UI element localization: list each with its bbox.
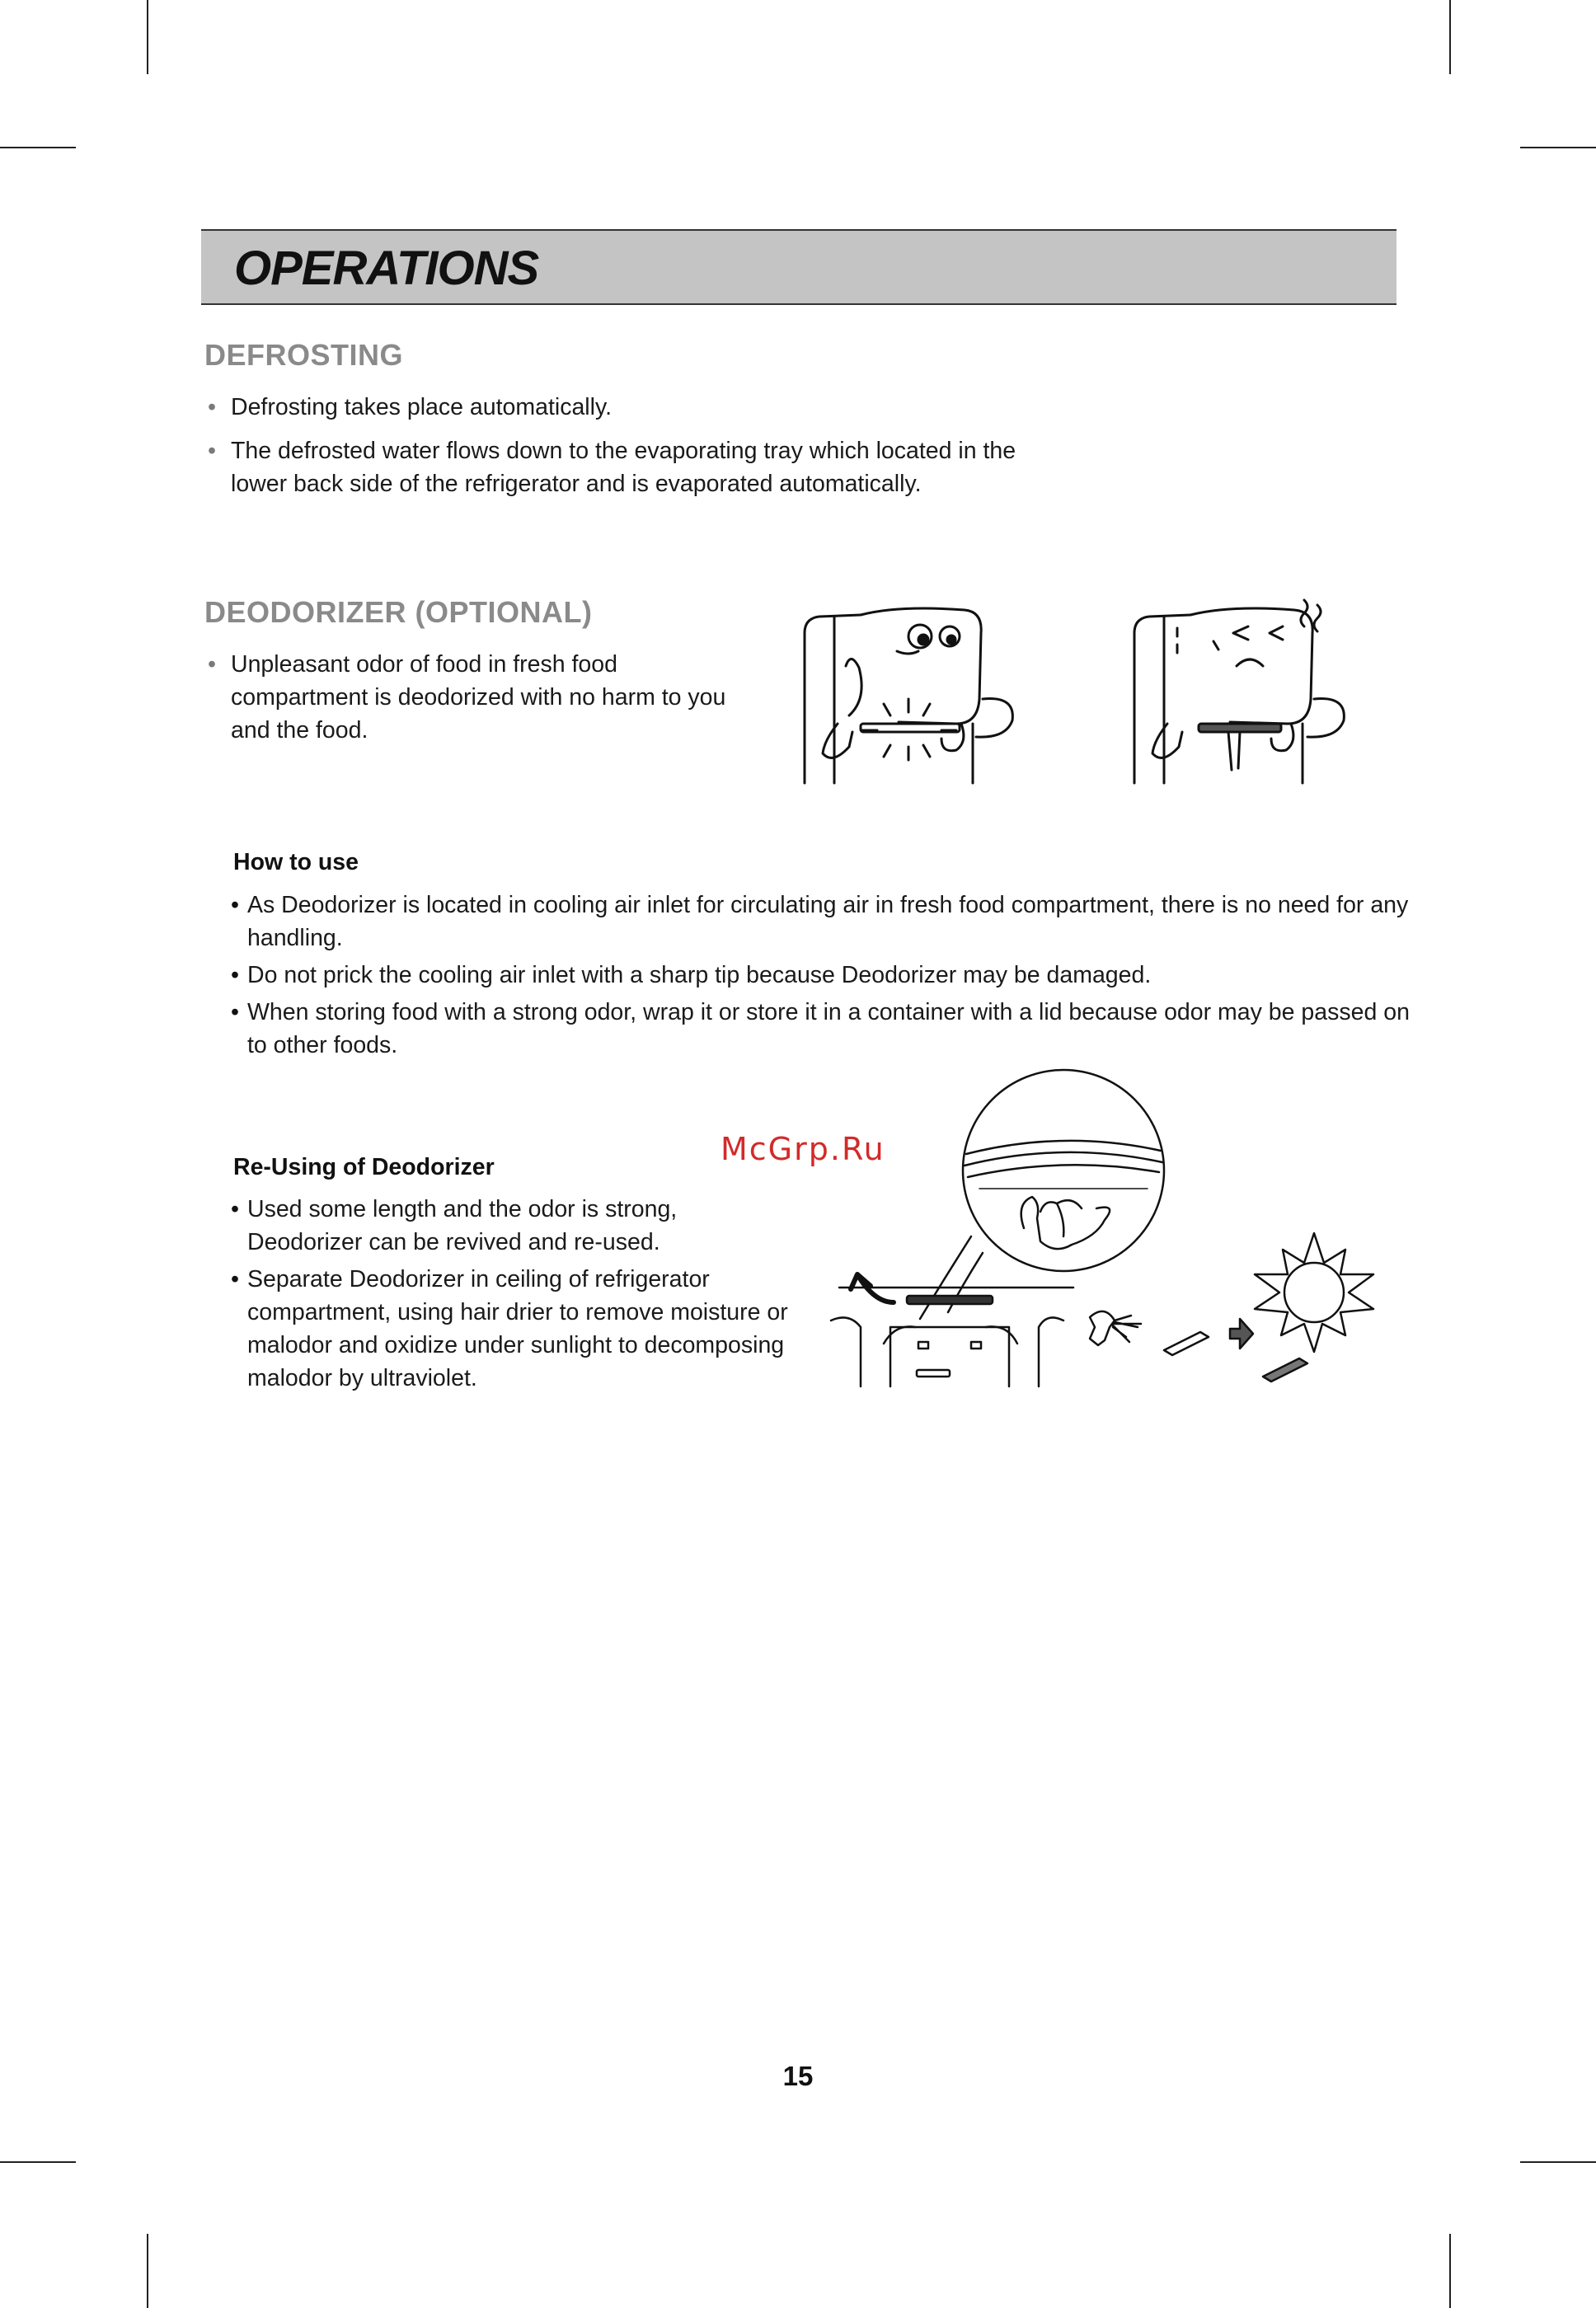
page-title: OPERATIONS [234,242,539,295]
list-item: • Used some length and the odor is strong, Deodorizer can be revived and re-used. [231,1193,791,1259]
list-item: • Defrosting takes place automatically. [206,391,1063,424]
bullet-icon: • [231,1196,239,1222]
unhappy-fridge-illustration [1131,600,1362,783]
crop-mark [147,0,148,74]
crop-mark [0,2161,76,2163]
crop-mark [1449,2234,1451,2308]
how-to-use-list [231,889,1426,1066]
bullet-icon: • [231,1266,239,1292]
list-item: • Do not prick the cooling air inlet with a sharp tip because Deodorizer may be damaged. [231,959,1426,992]
crop-mark [1449,0,1451,74]
bullet-icon: • [231,892,239,918]
section-header-band [201,229,1396,305]
list-item: • When storing food with a strong odor, wrap it or store it in a container with a lid because odor may be passed on to other foods. [231,996,1426,1062]
how-to-use-heading: How to use [233,849,359,875]
bullet-icon: • [208,651,216,678]
bullet-icon: • [208,438,216,464]
crop-mark [147,2234,148,2308]
defrosting-heading: DEFROSTING [204,338,404,372]
crop-mark [0,147,76,148]
crop-mark [1520,147,1596,148]
reusing-list [231,1193,791,1399]
defrosting-list [206,391,1063,511]
reusing-heading: Re-Using of Deodorizer [233,1154,495,1180]
page-number: 15 [782,2061,814,2091]
bullet-icon: • [231,962,239,988]
list-item: • Separate Deodorizer in ceiling of refrigerator compartment, using hair drier to remove moisture or malodor and oxidize under sunlight to decomposing malodor by ultraviolet. [231,1263,791,1395]
list-item: • As Deodorizer is located in cooling air inlet for circulating air in fresh food compartment, there is no need for any handling. [231,889,1426,955]
bullet-icon: • [208,394,216,420]
list-item: • The defrosted water flows down to the evaporating tray which located in the lower back side of the refrigerator and is evaporated automatically. [206,434,1063,500]
happy-fridge-illustration [800,600,1030,783]
list-item: • Unpleasant odor of food in fresh food compartment is deodorized with no harm to you and the food. [206,648,734,747]
crop-mark [1520,2161,1596,2163]
watermark-text: McGrp.Ru [721,1131,885,1167]
deodorizer-reuse-illustration [824,1080,1393,1393]
deodorizer-list [206,648,734,758]
deodorizer-heading: DEODORIZER (OPTIONAL) [204,595,593,629]
bullet-icon: • [231,999,239,1025]
